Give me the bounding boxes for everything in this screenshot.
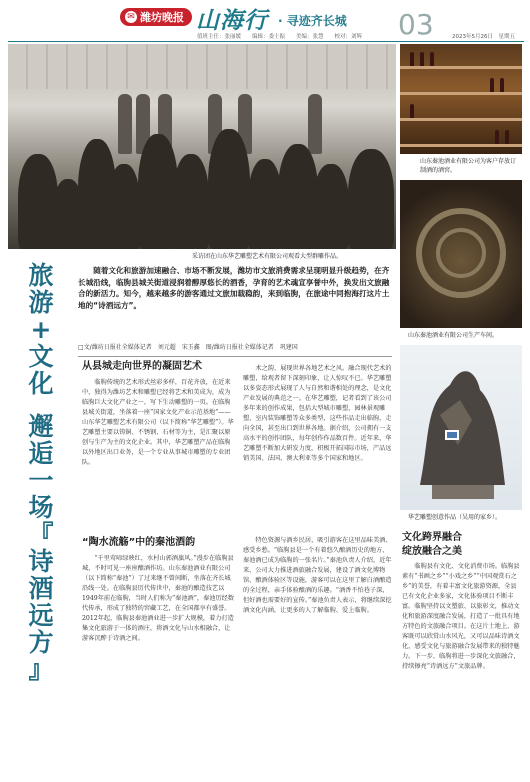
article-paragraph: 临朐县有文化、文化消费市场。临朐县素有“书画之乡”“小戏之乡”“中国观赏石之乡”的美誉，有着丰富文化旅游资源，全县已有文化企业多家，文化体验项目不断丰富。临朐坚持以文塑旅、以旅彰文，推动文化和旅游深度融合发展，打造了一批具有地方特色的文旅融合项目。在这片土地上，游客既可以欣赏山水风光，又可以品味诗酒文化，感受文化与旅游融合发展带来的独特魅力。下一步，临朐将进一步深化文旅融合，持续擦亮“诗酒远方”文旅品牌。 xyxy=(402,563,520,670)
main-photo-sculpture-hall xyxy=(8,44,396,249)
headline-char: 旅 xyxy=(28,261,54,290)
headline-char: 远 xyxy=(28,601,54,630)
headline-char: 邂 xyxy=(28,412,54,441)
production-workshop-photo xyxy=(400,180,522,328)
article-paragraph: 术之韵，展现世界各地艺术之风。融合现代艺术的雕塑，给观者留下深刻印象，让人惊叹不已。华艺雕塑以多姿态形式展现了人与自然和谐相处的理念，是文化产业发展的典范之一。在华艺雕塑，记者看到了该公司多年来的创作成果，包括大型城市雕塑、园林景观雕塑、室内装饰雕塑等众多类型，这些作品走出临朐，走向全国，甚至出口到世界各地。据介绍，公司拥有一支高水平的创作团队，每年创作作品数百件。近年来，华艺雕塑不断加大研发力度，积极开拓国际市场，产品远销美国、法国、澳大利亚等多个国家和地区。 xyxy=(243,365,392,462)
article-paragraph: 特色资源与酒乡民居，吸引游客在这里品味美酒、感受乡愁。“临朐县是一个有着悠久酿酒历史的地方，秦池酒已成为临朐的一张名片。”秦池负责人介绍，近年来，公司大力推进酒旅融合发展，建设了酒文化博物馆、酿酒体验区等设施，游客可以在这里了解白酒酿造的全过程，亲手体验酿酒的乐趣。“酒香不怕巷子深，但好酒也需要好的宣传。”秦池负责人表示，将继续深挖酒文化内涵，让更多的人了解临朐、爱上临朐。 xyxy=(243,537,392,614)
section-heading: 绽放融合之美 xyxy=(402,546,462,557)
headline-char: + xyxy=(30,315,52,344)
headline-char: 化 xyxy=(28,369,54,398)
logo-text: 潍坊晚报 xyxy=(140,11,184,24)
masthead xyxy=(0,0,530,42)
masthead-divider xyxy=(8,41,524,42)
headline-char: 场 xyxy=(28,493,54,522)
headline-char: 方 xyxy=(28,628,54,657)
issue-date: 2023年5月26日 星期五 xyxy=(452,34,515,40)
section-brand: 山海行 xyxy=(196,7,268,34)
headline-char: 逅 xyxy=(28,439,54,468)
headline-char: 文 xyxy=(28,342,54,371)
main-photo-caption: 采访团在山东华艺雕塑艺术有限公司观看大型群雕作品。 xyxy=(192,253,343,260)
wine-cellar-photo xyxy=(400,44,522,154)
section-heading: 文化跨界融合 xyxy=(402,532,462,543)
article-column xyxy=(243,364,393,464)
editor-credits: 值班主任：张丽媛 编辑：娄士振 美编：张慧 校对：刘辉 xyxy=(197,34,363,40)
headline-char: 游 xyxy=(28,288,54,317)
section-heading: “陶水流觞”中的秦池酒韵 xyxy=(82,537,196,548)
headline-char: 酒 xyxy=(28,574,54,603)
page-number: 03 xyxy=(398,8,434,41)
article-column xyxy=(82,554,234,644)
section-heading: 从县城走向世界的凝固艺术 xyxy=(82,361,202,372)
section-subtitle: · 寻迹齐长城 xyxy=(278,14,347,28)
headline-char: 『 xyxy=(28,520,54,549)
article-lead: 随着文化和旅游加速融合、市场不断发展，潍坊市文旅消费需求呈现明显升级趋势，在齐长城沿线，临朐县城关街道浸润着醇厚悠长的酒香，孕育的艺术魂宣享誉中外，换发出文旅融合的新活力。知今，越来越多的游客通过文旅加载稳韵，来到临朐，在旅途中同抱海打这片土地的“诗酒远方”。 xyxy=(78,266,390,310)
article-column xyxy=(402,562,522,672)
article-paragraph: “千里莺啼绿映红，水村山郭酒旗风。”漫步在临朐县城，不时可见一座座酿酒作坊。山东秦池酒业有限公司（以下简称“秦池”）了过来继不曾间断，坐落在齐长城沿线一处。在临朐县历代传世中，秦池的酿造技艺以1949年前在临朐，当时人们称为“秦池酒”，秦池历经数代传承，形成了独特的窖藏工艺，在全国都享有盛誉。2012年起，临朐县秦池酒业进一步扩大规模，着力打造集文化旅游于一体的酒庄，将酒文化与山水相融合，让游客沉醉于诗酒之间。 xyxy=(82,555,235,642)
headline-char: 诗 xyxy=(28,547,54,576)
production-workshop-caption: 山东秦池酒业有限公司生产车间。 xyxy=(408,332,499,339)
wine-cellar-caption: 山东秦池酒业有限公司为客户存放订制酒的酒窖。 xyxy=(420,158,517,174)
headline-char: 』 xyxy=(28,655,54,684)
sculpture-creation-caption: 华艺雕塑创意作品（吴用的家乡）。 xyxy=(408,514,502,521)
headline-char: 一 xyxy=(28,466,54,495)
lead-divider xyxy=(78,356,392,357)
sculpture-creation-photo xyxy=(400,345,522,510)
article-paragraph: 临朐传统的艺术形式丝彩多样，百花齐放，在近来中，独得为潍坊艺术和雕塑已经将艺术和美成为，成为临朐巨大文化产业之一，写下生动雕塑的一页。在临朐县城关街道，坐落着一座“国家文化产业示范基地”——山东华艺雕塑艺术有限公司（以下简称“华艺雕塑”）。华艺雕塑主要以铸铜、不锈钢、石材等为主，是汇聚以原创与生产为主的文化企业。其中，华艺雕塑产品在临朐以外地区出口业务，是一个专业从事城市雕塑的专业团队。 xyxy=(82,379,234,466)
article-column xyxy=(82,378,234,468)
headline-vertical xyxy=(20,262,62,683)
newspaper-logo xyxy=(120,8,192,26)
sculpture-illustration xyxy=(400,345,522,510)
headline-gap xyxy=(20,397,62,413)
article-column xyxy=(243,536,393,616)
logo-mark-icon: ✉ xyxy=(125,11,137,23)
article-byline: □文/潍坊日报社全媒体记者 刘元超 宋玉鑫 图/潍坊日报社全媒体记者 巩建国 xyxy=(78,344,298,351)
